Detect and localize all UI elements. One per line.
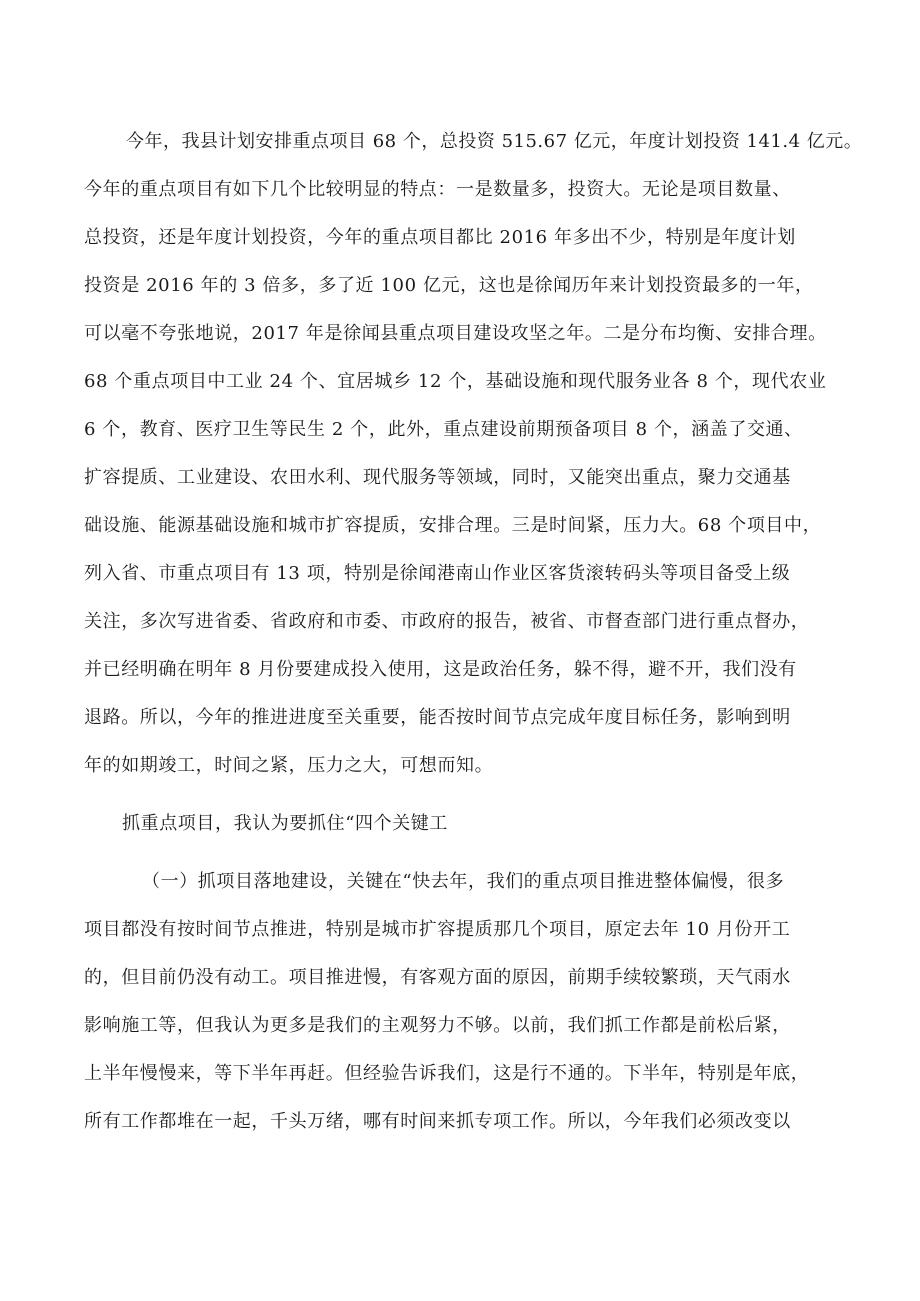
text-line: 扩容提质、工业建设、农田水利、现代服务等领域，同时，又能突出重点，聚力交通基	[84, 467, 791, 488]
text-line: 退路。所以，今年的推进进度至关重要，能否按时间节点完成年度目标任务，影响到明	[84, 707, 791, 728]
text-line: 抓重点项目，我认为要抓住“四个关键工	[122, 813, 449, 834]
text-line: 所有工作都堆在一起，千头万绪，哪有时间来抓专项工作。所以，今年我们必须改变以	[84, 1111, 791, 1132]
text-line: 影响施工等，但我认为更多是我们的主观努力不够。以前，我们抓工作都是前松后紧，	[84, 1015, 791, 1036]
text-line: 并已经明确在明年 8 月份要建成投入使用，这是政治任务，躲不得，避不开，我们没有	[84, 659, 797, 680]
text-line: 总投资，还是年度计划投资，今年的重点项目都比 2016 年多出不少，特别是年度计划	[84, 227, 796, 248]
text-line: 项目都没有按时间节点推进，特别是城市扩容提质那几个项目，原定去年 10 月份开工	[84, 919, 791, 940]
text-line: 投资是 2016 年的 3 倍多，多了近 100 亿元，这也是徐闻历年来计划投资最多的一年，	[84, 275, 814, 296]
text-line: 列入省、市重点项目有 13 项，特别是徐闻港南山作业区客货滚转码头等项目备受上级	[84, 563, 791, 584]
text-line: 今年的重点项目有如下几个比较明显的特点：一是数量多，投资大。无论是项目数量、	[84, 179, 791, 200]
text-line: 可以毫不夸张地说，2017 年是徐闻县重点项目建设攻坚之年。二是分布均衡、安排合理。	[84, 323, 827, 344]
text-line: 今年，我县计划安排重点项目 68 个，总投资 515.67 亿元，年度计划投资 141.4 亿元。	[126, 131, 863, 152]
text-line: （一）抓项目落地建设，关键在“快去年，我们的重点项目推进整体偏慢，很多	[142, 871, 785, 892]
text-line: 关注，多次写进省委、省政府和市委、市政府的报告，被省、市督查部门进行重点督办，	[84, 611, 810, 632]
text-line: 年的如期竣工，时间之紧，压力之大，可想而知。	[84, 755, 494, 776]
text-line: 6 个，教育、医疗卫生等民生 2 个，此外，重点建设前期预备项目 8 个，涵盖了交通、	[84, 419, 803, 440]
text-line: 68 个重点项目中工业 24 个、宜居城乡 12 个，基础设施和现代服务业各 8 个，现代农业	[84, 371, 827, 392]
text-line: 础设施、能源基础设施和城市扩容提质，安排合理。三是时间紧，压力大。68 个项目中，	[84, 515, 822, 536]
text-line: 上半年慢慢来，等下半年再赶。但经验告诉我们，这是行不通的。下半年，特别是年底，	[84, 1063, 810, 1084]
text-line: 的，但目前仍没有动工。项目推进慢，有客观方面的原因，前期手续较繁琐，天气雨水	[84, 967, 791, 988]
